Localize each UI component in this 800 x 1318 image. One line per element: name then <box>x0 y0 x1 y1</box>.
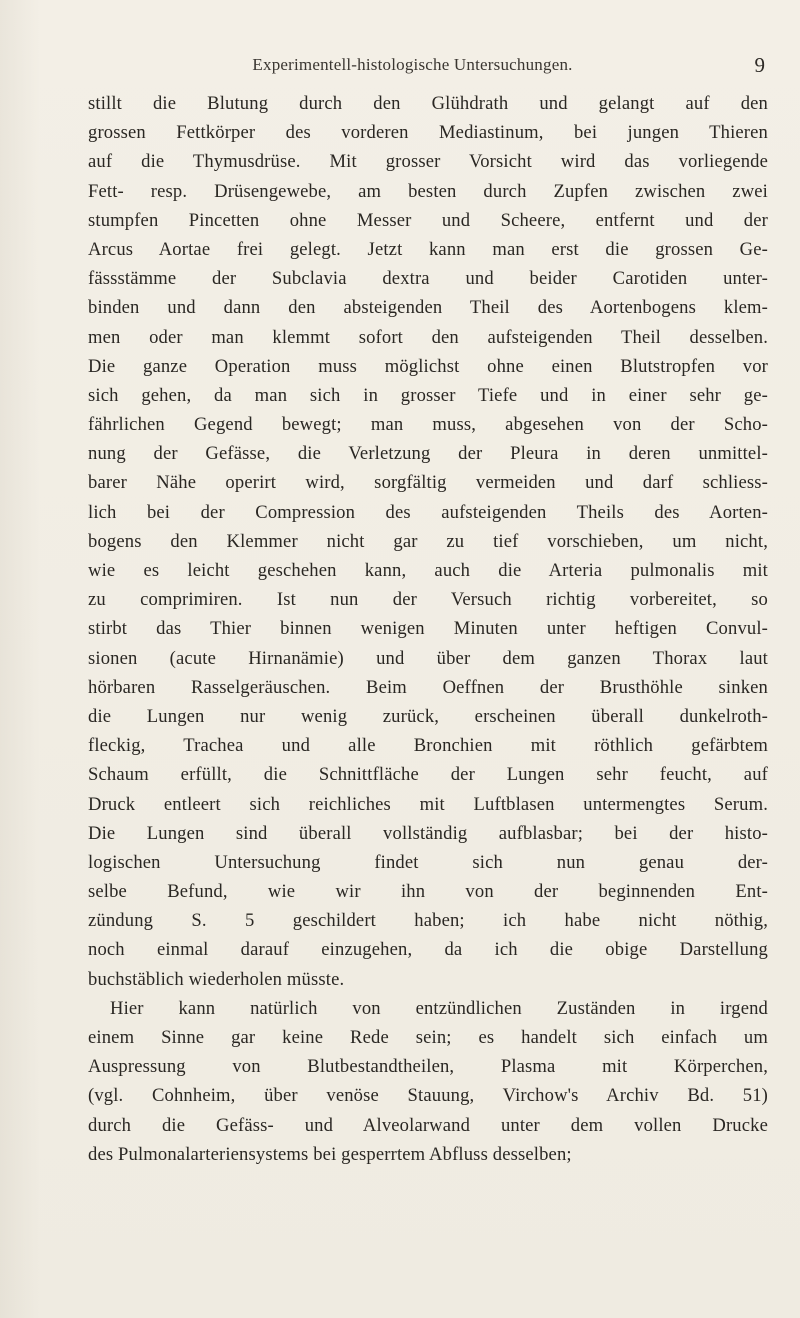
text-line: Die ganze Operation muss möglichst ohne einen Blutstropfen vor <box>88 355 768 377</box>
text-line: fleckig, Trachea und alle Bronchien mit röthlich gefärbtem <box>88 735 768 757</box>
text-line: stillt die Blutung durch den Glühdrath und gelangt auf den <box>88 93 768 114</box>
text-line: stirbt das Thier binnen wenigen Minuten unter heftigen Convul- <box>88 618 768 640</box>
text-line: men oder man klemmt sofort den aufsteigenden Theil desselben. <box>88 326 768 348</box>
text-line: noch einmal darauf einzugehen, da ich die obige Darstellung <box>88 939 768 961</box>
text-line: durch die Gefäss- und Alveolarwand unter dem vollen Drucke <box>88 1114 768 1136</box>
text-line: fässstämme der Subclavia dextra und beider Carotiden unter- <box>88 268 768 290</box>
text-line: grossen Fettkörper des vorderen Mediastinum, bei jungen Thieren <box>88 122 768 144</box>
text-line: sich gehen, da man sich in grosser Tiefe und in einer sehr ge- <box>88 384 768 406</box>
text-line: die Lungen nur wenig zurück, erscheinen überall dunkelroth- <box>88 705 768 727</box>
text-line: bogens den Klemmer nicht gar zu tief vorschieben, um nicht, <box>88 530 768 552</box>
text-line: sionen (acute Hirnanämie) und über dem ganzen Thorax laut <box>88 647 768 669</box>
page-header <box>60 55 765 85</box>
text-line: wie es leicht geschehen kann, auch die Arteria pulmonalis mit <box>88 560 768 581</box>
paragraph-2 <box>88 994 768 1169</box>
text-line: Die Lungen sind überall vollständig aufblasbar; bei der histo- <box>88 822 768 844</box>
text-line: zündung S. 5 geschildert haben; ich habe nicht nöthig, <box>88 910 768 932</box>
text-line: auf die Thymusdrüse. Mit grosser Vorsicht wird das vorliegende <box>88 151 768 173</box>
body-text <box>88 89 768 1169</box>
text-line: Schaum erfüllt, die Schnittfläche der Lungen sehr feucht, auf <box>88 764 768 786</box>
page-number: 9 <box>754 53 765 77</box>
text-line: logischen Untersuchung findet sich nun genau der- <box>88 851 768 873</box>
text-line: des Pulmonalarteriensystems bei gesperrtem Abfluss desselben; <box>88 1143 572 1165</box>
text-line: fährlichen Gegend bewegt; man muss, abgesehen von der Scho- <box>88 414 768 436</box>
text-line: lich bei der Compression des aufsteigenden Theils des Aorten- <box>88 501 768 523</box>
text-line: binden und dann den absteigenden Theil des Aortenbogens klem- <box>88 297 768 319</box>
text-line: zu comprimiren. Ist nun der Versuch richtig vorbereitet, so <box>88 589 768 611</box>
text-line: Druck entleert sich reichliches mit Luftblasen untermengtes Serum. <box>88 793 768 815</box>
text-line: Hier kann natürlich von entzündlichen Zuständen in irgend <box>110 997 768 1019</box>
text-line: nung der Gefässe, die Verletzung der Pleura in deren unmittel- <box>88 443 768 465</box>
text-line: (vgl. Cohnheim, über venöse Stauung, Virchow's Archiv Bd. 51) <box>88 1085 768 1107</box>
text-line: einem Sinne gar keine Rede sein; es handelt sich einfach um <box>88 1027 768 1048</box>
text-line: Fett- resp. Drüsengewebe, am besten durch Zupfen zwischen zwei <box>88 180 768 202</box>
text-line: hörbaren Rasselgeräuschen. Beim Oeffnen der Brusthöhle sinken <box>88 676 768 698</box>
running-title: Experimentell-histologische Untersuchungen. <box>252 55 573 74</box>
text-line: Arcus Aortae frei gelegt. Jetzt kann man erst die grossen Ge- <box>88 238 768 260</box>
text-line: barer Nähe operirt wird, sorgfältig vermeiden und darf schliess- <box>88 472 768 494</box>
text-line: buchstäblich wiederholen müsste. <box>88 968 345 990</box>
text-line: Auspressung von Blutbestandtheilen, Plasma mit Körperchen, <box>88 1056 768 1078</box>
paragraph-1 <box>88 89 768 994</box>
text-line: stumpfen Pincetten ohne Messer und Scheere, entfernt und der <box>88 209 768 231</box>
text-line: selbe Befund, wie wir ihn von der beginnenden Ent- <box>88 881 768 903</box>
